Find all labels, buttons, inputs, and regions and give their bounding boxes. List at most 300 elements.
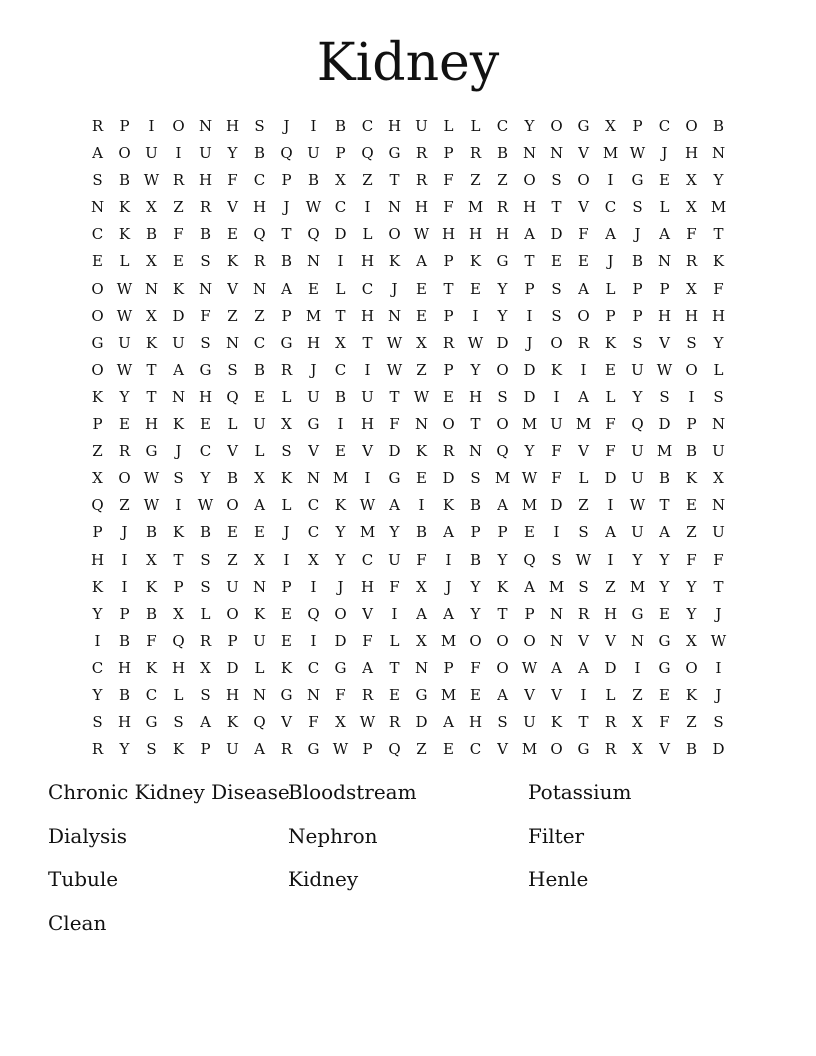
grid-letter: H — [657, 306, 672, 325]
grid-letter: U — [226, 577, 239, 596]
grid-letter: B — [145, 523, 158, 542]
grid-letter: E — [551, 252, 562, 271]
grid-letter: L — [200, 604, 211, 623]
grid-letter: T — [362, 333, 373, 352]
grid-letter: K — [280, 658, 293, 677]
grid-letter: F — [686, 225, 697, 244]
grid-letter: H — [684, 144, 699, 163]
grid-letter: C — [307, 496, 320, 515]
grid-letter: Y — [659, 577, 670, 596]
grid-letter: H — [603, 604, 618, 623]
grid-letter: X — [605, 117, 616, 135]
grid-letter: T — [713, 577, 724, 596]
grid-letter: T — [470, 415, 481, 434]
grid-letter: M — [494, 469, 511, 488]
grid-letter: Y — [524, 117, 535, 135]
grid-letter: K — [145, 658, 158, 677]
grid-letter: H — [171, 658, 186, 677]
grid-letter: W — [197, 496, 214, 515]
grid-letter: Z — [227, 550, 238, 569]
grid-letter: F — [308, 713, 319, 732]
grid-letter: D — [334, 631, 347, 650]
grid-letter: I — [607, 171, 614, 190]
grid-letter: N — [198, 279, 213, 298]
grid-letter: Y — [632, 387, 643, 406]
grid-letter: N — [252, 685, 267, 704]
grid-letter: B — [199, 523, 212, 542]
grid-letter: D — [712, 740, 725, 759]
grid-letter: X — [254, 469, 265, 488]
grid-letter: D — [658, 415, 671, 434]
grid-letter: O — [118, 469, 131, 488]
grid-letter: X — [146, 550, 157, 569]
grid-letter: H — [468, 225, 483, 244]
grid-letter: D — [604, 658, 617, 677]
grid-letter: I — [580, 685, 587, 704]
grid-letter: S — [551, 550, 562, 569]
grid-letter: D — [523, 387, 536, 406]
grid-letter: K — [442, 496, 455, 515]
word-list-item: Henle — [528, 867, 589, 892]
grid-letter: O — [577, 306, 590, 325]
grid-letter: G — [631, 171, 644, 190]
grid-letter: S — [254, 117, 265, 135]
grid-letter: Y — [119, 387, 130, 406]
grid-letter: Y — [227, 144, 238, 163]
grid-letter: I — [364, 360, 371, 379]
grid-letter: G — [631, 604, 644, 623]
grid-letter: U — [712, 442, 725, 461]
grid-letter: C — [307, 523, 320, 542]
grid-letter: K — [685, 469, 698, 488]
grid-letter: C — [145, 685, 158, 704]
grid-letter: R — [91, 117, 104, 135]
grid-letter: I — [310, 577, 317, 596]
grid-letter: Y — [659, 550, 670, 569]
grid-letter: H — [117, 658, 132, 677]
grid-letter: I — [310, 631, 317, 650]
grid-letter: A — [416, 252, 427, 271]
grid-letter: F — [200, 306, 211, 325]
grid-letter: D — [226, 658, 239, 677]
grid-letter: A — [254, 740, 265, 759]
grid-letter: U — [199, 144, 212, 163]
grid-letter: R — [253, 252, 266, 271]
grid-letter: K — [172, 740, 185, 759]
grid-letter: P — [335, 144, 346, 163]
grid-letter: Y — [335, 550, 346, 569]
grid-letter: J — [445, 577, 452, 596]
grid-letter: V — [578, 442, 589, 461]
grid-letter: F — [416, 550, 427, 569]
grid-letter: K — [712, 252, 725, 271]
grid-letter: X — [200, 658, 211, 677]
grid-letter: Q — [172, 631, 185, 650]
grid-letter: J — [715, 685, 722, 704]
grid-letter: K — [253, 604, 266, 623]
grid-letter: D — [550, 225, 563, 244]
grid-letter: Q — [226, 387, 239, 406]
grid-letter: S — [632, 198, 643, 217]
word-list-item: Filter — [528, 823, 585, 848]
word-list-item: Nephron — [288, 823, 378, 848]
grid-letter: B — [307, 171, 320, 190]
grid-letter: F — [713, 550, 724, 569]
grid-letter: W — [710, 631, 727, 650]
grid-letter: Z — [254, 306, 265, 325]
grid-letter: L — [173, 685, 184, 704]
grid-letter: O — [550, 740, 563, 759]
grid-letter: W — [467, 333, 484, 352]
grid-letter: F — [578, 225, 589, 244]
grid-letter: N — [252, 279, 267, 298]
grid-letter: Y — [524, 442, 535, 461]
grid-letter: E — [605, 360, 616, 379]
grid-letter: W — [413, 225, 430, 244]
grid-letter: R — [388, 713, 401, 732]
grid-letter: T — [173, 550, 184, 569]
grid-letter: U — [226, 740, 239, 759]
grid-letter: J — [175, 442, 182, 461]
grid-letter: P — [281, 306, 292, 325]
grid-letter: V — [227, 279, 238, 298]
grid-letter: B — [199, 225, 212, 244]
grid-letter: P — [524, 279, 535, 298]
grid-letter: G — [658, 631, 671, 650]
grid-letter: S — [200, 685, 211, 704]
grid-letter: N — [387, 198, 402, 217]
grid-letter: Q — [631, 415, 644, 434]
grid-letter: L — [119, 252, 130, 271]
grid-letter: R — [577, 604, 590, 623]
grid-letter: U — [253, 415, 266, 434]
grid-letter: N — [90, 198, 105, 217]
grid-letter: T — [551, 198, 562, 217]
grid-letter: H — [468, 387, 483, 406]
grid-letter: P — [227, 631, 238, 650]
grid-letter: Z — [578, 496, 589, 515]
grid-letter: O — [523, 631, 536, 650]
grid-letter: O — [226, 496, 239, 515]
grid-letter: B — [145, 225, 158, 244]
grid-letter: K — [280, 469, 293, 488]
grid-letter: B — [280, 252, 293, 271]
grid-letter: B — [334, 387, 347, 406]
grid-letter: V — [497, 740, 508, 759]
grid-letter: J — [634, 225, 641, 244]
grid-letter: S — [497, 713, 508, 732]
grid-letter: N — [306, 469, 321, 488]
grid-letter: Y — [713, 171, 724, 190]
grid-letter: A — [443, 604, 454, 623]
grid-letter: W — [116, 306, 133, 325]
grid-letter: Y — [200, 469, 211, 488]
grid-letter: O — [118, 144, 131, 163]
grid-letter: I — [364, 469, 371, 488]
grid-letter: Z — [686, 713, 697, 732]
grid-letter: O — [334, 604, 347, 623]
grid-letter: N — [549, 604, 564, 623]
grid-letter: X — [416, 631, 427, 650]
grid-letter: P — [200, 740, 211, 759]
grid-letter: N — [468, 442, 483, 461]
grid-letter: G — [577, 740, 590, 759]
grid-letter: Z — [119, 496, 130, 515]
grid-letter: B — [253, 360, 266, 379]
grid-letter: P — [92, 523, 103, 542]
grid-letter: G — [307, 415, 320, 434]
grid-letter: S — [578, 523, 589, 542]
grid-letter: U — [415, 117, 428, 135]
grid-letter: A — [443, 523, 454, 542]
grid-letter: E — [686, 496, 697, 515]
grid-letter: U — [631, 442, 644, 461]
grid-letter: W — [386, 333, 403, 352]
grid-letter: R — [361, 685, 374, 704]
grid-letter: S — [551, 171, 562, 190]
grid-letter: P — [443, 252, 454, 271]
grid-letter: C — [496, 117, 509, 135]
grid-letter: P — [659, 279, 670, 298]
grid-letter: F — [362, 631, 373, 650]
grid-letter: V — [362, 604, 373, 623]
grid-letter: S — [173, 713, 184, 732]
grid-letter: E — [524, 523, 535, 542]
grid-letter: H — [441, 225, 456, 244]
grid-letter: W — [629, 496, 646, 515]
grid-letter: K — [226, 713, 239, 732]
grid-letter: S — [200, 577, 211, 596]
grid-letter: A — [659, 523, 670, 542]
grid-letter: N — [711, 144, 726, 163]
grid-letter: B — [118, 631, 131, 650]
grid-letter: C — [334, 198, 347, 217]
grid-letter: E — [443, 740, 454, 759]
grid-letter: W — [305, 198, 322, 217]
grid-letter: I — [148, 117, 155, 135]
grid-letter: H — [252, 198, 267, 217]
grid-letter: U — [550, 415, 563, 434]
grid-letter: L — [227, 415, 238, 434]
grid-letter: M — [359, 523, 376, 542]
grid-letter: G — [145, 442, 158, 461]
grid-letter: U — [118, 333, 131, 352]
grid-letter: J — [283, 523, 290, 542]
grid-letter: H — [360, 415, 375, 434]
grid-letter: M — [656, 442, 673, 461]
grid-letter: A — [524, 577, 535, 596]
grid-letter: P — [470, 523, 481, 542]
grid-letter: Z — [362, 171, 373, 190]
grid-letter: Y — [497, 550, 508, 569]
grid-letter: N — [252, 577, 267, 596]
grid-letter: F — [146, 631, 157, 650]
grid-letter: K — [388, 252, 401, 271]
grid-letter: M — [521, 496, 538, 515]
grid-letter: I — [553, 387, 560, 406]
grid-letter: G — [496, 252, 509, 271]
grid-letter: I — [526, 306, 533, 325]
grid-letter: R — [199, 198, 212, 217]
grid-letter: F — [659, 713, 670, 732]
grid-letter: I — [364, 198, 371, 217]
grid-letter: E — [659, 171, 670, 190]
grid-letter: A — [497, 685, 508, 704]
grid-letter: T — [146, 360, 157, 379]
grid-letter: K — [334, 496, 347, 515]
grid-letter: X — [416, 577, 427, 596]
grid-letter: X — [335, 713, 346, 732]
grid-letter: B — [118, 171, 131, 190]
grid-letter: O — [523, 171, 536, 190]
grid-letter: X — [416, 333, 427, 352]
grid-letter: A — [200, 713, 211, 732]
grid-letter: R — [604, 713, 617, 732]
grid-letter: D — [334, 225, 347, 244]
grid-letter: V — [551, 685, 562, 704]
grid-letter: R — [415, 171, 428, 190]
letter-grid — [84, 113, 732, 763]
grid-letter: C — [91, 658, 104, 677]
grid-letter: C — [658, 117, 671, 135]
grid-letter: X — [173, 604, 184, 623]
grid-letter: B — [631, 252, 644, 271]
grid-letter: V — [308, 442, 319, 461]
grid-letter: M — [305, 306, 322, 325]
grid-letter: P — [92, 415, 103, 434]
grid-letter: M — [548, 577, 565, 596]
grid-letter: Q — [388, 740, 401, 759]
grid-letter: W — [359, 713, 376, 732]
grid-letter: K — [415, 442, 428, 461]
grid-letter: O — [442, 415, 455, 434]
grid-letter: O — [91, 279, 104, 298]
grid-letter: M — [440, 685, 457, 704]
grid-letter: X — [686, 171, 697, 190]
grid-letter: K — [145, 333, 158, 352]
grid-letter: S — [200, 550, 211, 569]
grid-letter: Z — [173, 198, 184, 217]
grid-letter: W — [116, 279, 133, 298]
grid-letter: D — [496, 333, 509, 352]
grid-letter: H — [198, 387, 213, 406]
grid-letter: R — [442, 333, 455, 352]
grid-letter: X — [254, 550, 265, 569]
grid-letter: T — [497, 604, 508, 623]
grid-letter: C — [334, 360, 347, 379]
grid-letter: H — [144, 415, 159, 434]
grid-letter: N — [657, 252, 672, 271]
grid-letter: P — [605, 306, 616, 325]
grid-letter: F — [335, 685, 346, 704]
grid-letter: J — [715, 604, 722, 623]
grid-letter: Y — [497, 306, 508, 325]
grid-letter: N — [144, 279, 159, 298]
grid-letter: G — [307, 740, 320, 759]
grid-letter: V — [227, 442, 238, 461]
grid-letter: R — [199, 631, 212, 650]
grid-letter: P — [524, 604, 535, 623]
grid-letter: K — [604, 333, 617, 352]
grid-letter: W — [116, 360, 133, 379]
grid-letter: A — [578, 387, 589, 406]
grid-letter: K — [172, 415, 185, 434]
grid-letter: K — [91, 387, 104, 406]
grid-letter: F — [551, 442, 562, 461]
grid-letter: I — [580, 360, 587, 379]
grid-letter: K — [118, 198, 131, 217]
grid-letter: C — [469, 740, 482, 759]
grid-letter: Q — [280, 144, 293, 163]
grid-letter: Y — [470, 577, 481, 596]
grid-letter: C — [361, 117, 374, 135]
grid-letter: O — [496, 658, 509, 677]
grid-letter: F — [605, 415, 616, 434]
grid-letter: N — [414, 658, 429, 677]
grid-letter: A — [173, 360, 184, 379]
grid-letter: E — [443, 387, 454, 406]
grid-letter: E — [227, 225, 238, 244]
grid-letter: U — [361, 387, 374, 406]
grid-letter: T — [335, 306, 346, 325]
grid-letter: A — [281, 279, 292, 298]
grid-letter: X — [281, 415, 292, 434]
grid-letter: F — [443, 171, 454, 190]
grid-letter: H — [360, 577, 375, 596]
grid-letter: R — [91, 740, 104, 759]
grid-letter: A — [605, 225, 616, 244]
grid-letter: M — [521, 415, 538, 434]
grid-letter: E — [389, 685, 400, 704]
grid-letter: P — [632, 306, 643, 325]
grid-letter: S — [146, 740, 157, 759]
grid-letter: O — [496, 631, 509, 650]
grid-letter: G — [280, 333, 293, 352]
grid-letter: M — [629, 577, 646, 596]
grid-letter: A — [578, 658, 589, 677]
grid-letter: G — [577, 117, 590, 135]
grid-letter: D — [604, 469, 617, 488]
grid-letter: K — [172, 279, 185, 298]
grid-letter: Y — [686, 604, 697, 623]
grid-letter: H — [198, 171, 213, 190]
grid-letter: M — [440, 631, 457, 650]
grid-letter: P — [443, 658, 454, 677]
grid-letter: L — [443, 117, 454, 135]
grid-letter: E — [119, 415, 130, 434]
grid-letter: O — [172, 117, 185, 135]
grid-letter: I — [391, 604, 398, 623]
grid-letter: Q — [523, 550, 536, 569]
grid-letter: R — [415, 144, 428, 163]
grid-letter: K — [172, 523, 185, 542]
grid-letter: N — [387, 306, 402, 325]
grid-letter: X — [632, 713, 643, 732]
grid-letter: Z — [605, 577, 616, 596]
word-list-item: Bloodstream — [288, 780, 417, 804]
grid-letter: Y — [497, 279, 508, 298]
grid-letter: B — [226, 469, 239, 488]
grid-letter: Z — [227, 306, 238, 325]
grid-letter: G — [199, 360, 212, 379]
grid-letter: R — [685, 252, 698, 271]
grid-letter: W — [629, 144, 646, 163]
grid-letter: N — [711, 415, 726, 434]
grid-letter: O — [496, 360, 509, 379]
grid-letter: X — [686, 198, 697, 217]
grid-letter: G — [388, 469, 401, 488]
grid-letter: J — [283, 117, 290, 135]
